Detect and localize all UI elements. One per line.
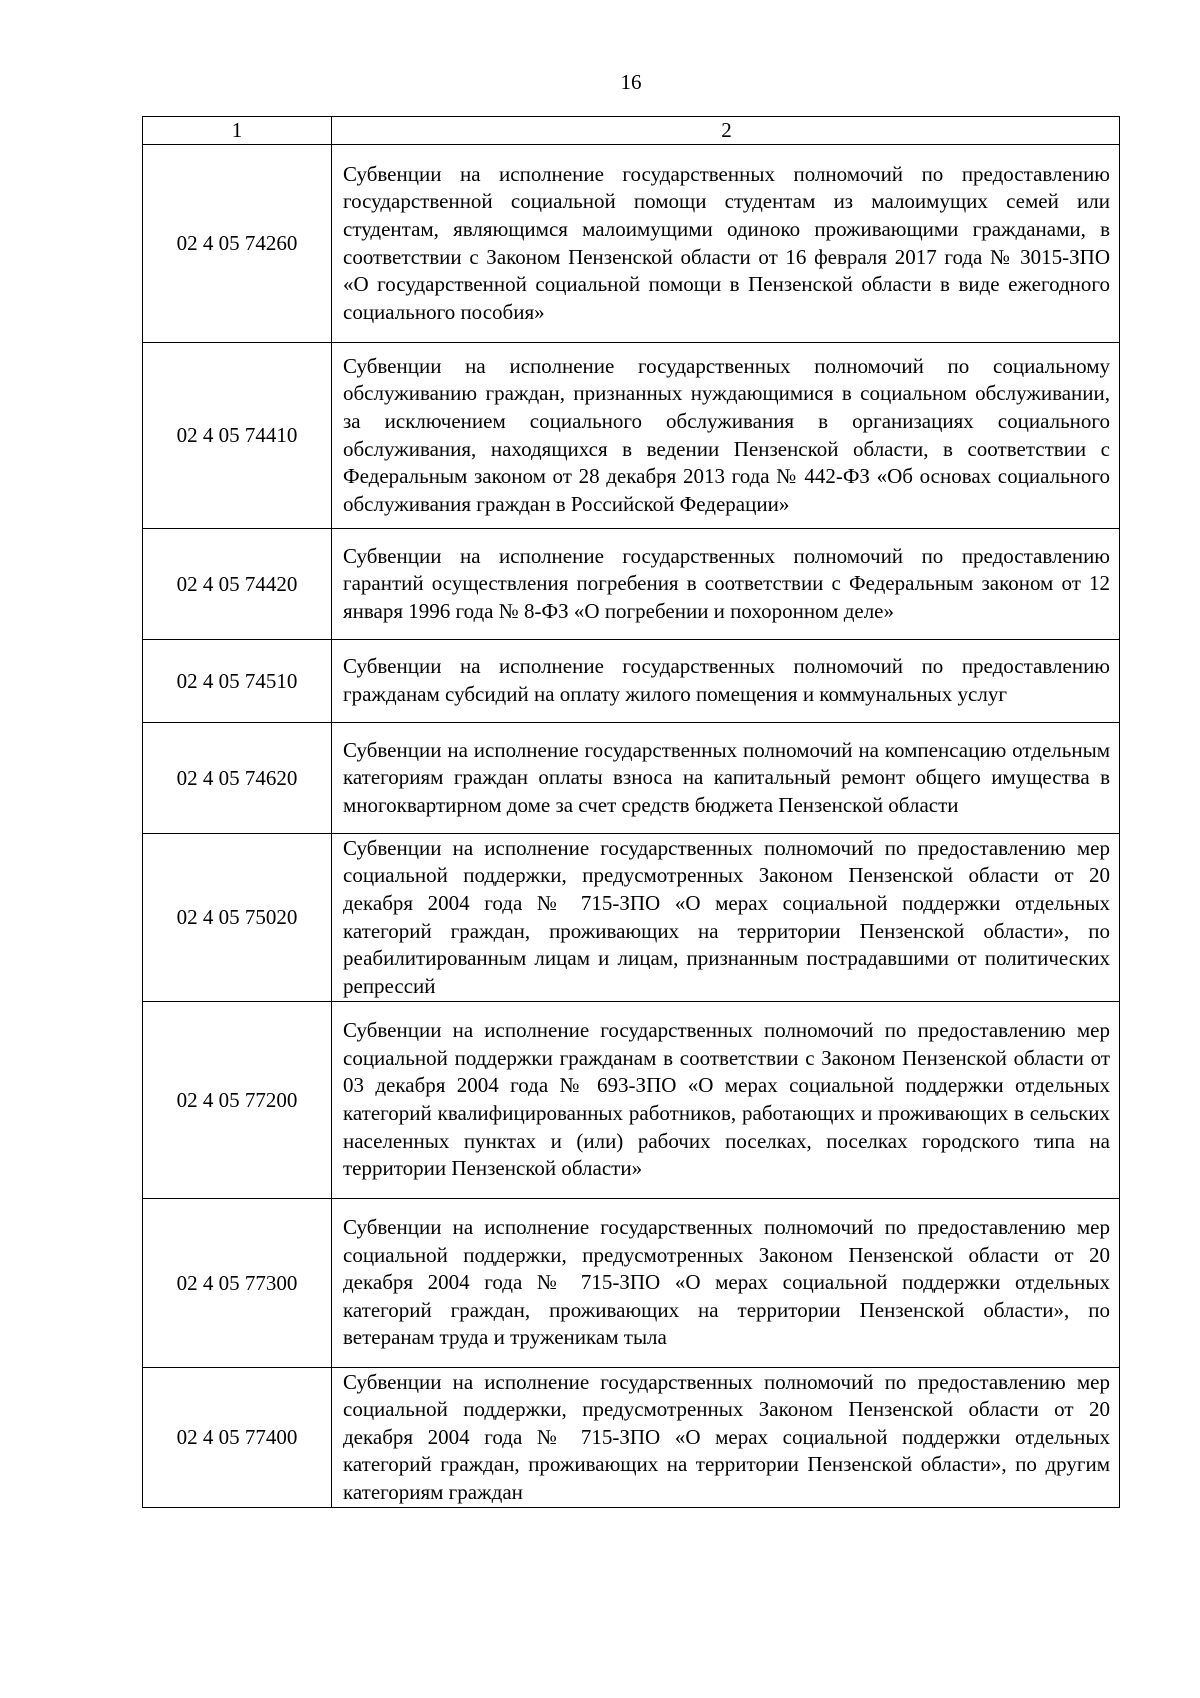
- table-body: [143, 117, 1120, 1508]
- column-2-header: 2: [332, 117, 1120, 145]
- table-row: [143, 1199, 1120, 1368]
- table-row: [143, 834, 1120, 1002]
- budget-codes-table: [142, 116, 1120, 1508]
- table-row: [143, 723, 1120, 834]
- row-code: 02 4 05 74410: [143, 343, 332, 529]
- table-row: [143, 640, 1120, 723]
- row-description: Субвенции на исполнение государственных полномочий по предоставлению мер социальной поддержки, предусмотренных Законом Пензенской области от 20 декабря 2004 года № 715-ЗПО «О мерах социальной поддержки отдельных категорий граждан, проживающих на территории Пензенской области», по ветеранам труда и труженикам тыла: [332, 1199, 1120, 1368]
- row-description: Субвенции на исполнение государственных полномочий по предоставлению гарантий осуществления погребения в соответствии с Федеральным законом от 12 января 1996 года № 8-ФЗ «О погребении и похоронном деле»: [332, 529, 1120, 640]
- table-row: [143, 343, 1120, 529]
- row-description: Субвенции на исполнение государственных полномочий по предоставлению мер социальной поддержки, предусмотренных Законом Пензенской области от 20 декабря 2004 года № 715-ЗПО «О мерах социальной поддержки отдельных категорий граждан, проживающих на территории Пензенской области», по другим категориям граждан: [332, 1368, 1120, 1508]
- row-code: 02 4 05 74510: [143, 640, 332, 723]
- table-header-row: [143, 117, 1120, 145]
- row-code: 02 4 05 74260: [143, 145, 332, 343]
- row-description: Субвенции на исполнение государственных полномочий по предоставлению гражданам субсидий на оплату жилого помещения и коммунальных услуг: [332, 640, 1120, 723]
- row-description: Субвенции на исполнение государственных полномочий по социальному обслуживанию граждан, признанных нуждающимися в социальном обслуживании, за исключением социального обслуживания в организациях социального обслуживания, находящихся в ведении Пензенской области, в соответствии с Федеральным законом от 28 декабря 2013 года № 442-ФЗ «Об основах социального обслуживания граждан в Российской Федерации»: [332, 343, 1120, 529]
- row-description: Субвенции на исполнение государственных полномочий по предоставлению мер социальной поддержки, предусмотренных Законом Пензенской области от 20 декабря 2004 года № 715-ЗПО «О мерах социальной поддержки отдельных категорий граждан, проживающих на территории Пензенской области», по реабилитированным лицам и лицам, признанным пострадавшими от политических репрессий: [332, 834, 1120, 1002]
- row-code: 02 4 05 74620: [143, 723, 332, 834]
- row-code: 02 4 05 74420: [143, 529, 332, 640]
- row-description: Субвенции на исполнение государственных полномочий по предоставлению государственной социальной помощи студентам из малоимущих семей или студентам, являющимся малоимущими одиноко проживающими гражданами, в соответствии с Законом Пензенской области от 16 февраля 2017 года № 3015-ЗПО «О государственной социальной помощи в Пензенской области в виде ежегодного социального пособия»: [332, 145, 1120, 343]
- row-description: Субвенции на исполнение государственных полномочий на компенсацию отдельным категориям граждан оплаты взноса на капитальный ремонт общего имущества в многоквартирном доме за счет средств бюджета Пензенской области: [332, 723, 1120, 834]
- page-number: 16: [620, 70, 642, 94]
- table-row: [143, 1368, 1120, 1508]
- column-1-header: 1: [143, 117, 332, 145]
- row-code: 02 4 05 75020: [143, 834, 332, 1002]
- table-row: [143, 145, 1120, 343]
- row-code: 02 4 05 77300: [143, 1199, 332, 1368]
- row-code: 02 4 05 77400: [143, 1368, 332, 1508]
- row-description: Субвенции на исполнение государственных полномочий по предоставлению мер социальной поддержки гражданам в соответствии с Законом Пензенской области от 03 декабря 2004 года № 693-ЗПО «О мерах социальной поддержки отдельных категорий квалифицированных работников, работающих и проживающих в сельских населенных пунктах и (или) рабочих поселках, поселках городского типа на территории Пензенской области»: [332, 1002, 1120, 1199]
- row-code: 02 4 05 77200: [143, 1002, 332, 1199]
- table-row: [143, 529, 1120, 640]
- table-row: [143, 1002, 1120, 1199]
